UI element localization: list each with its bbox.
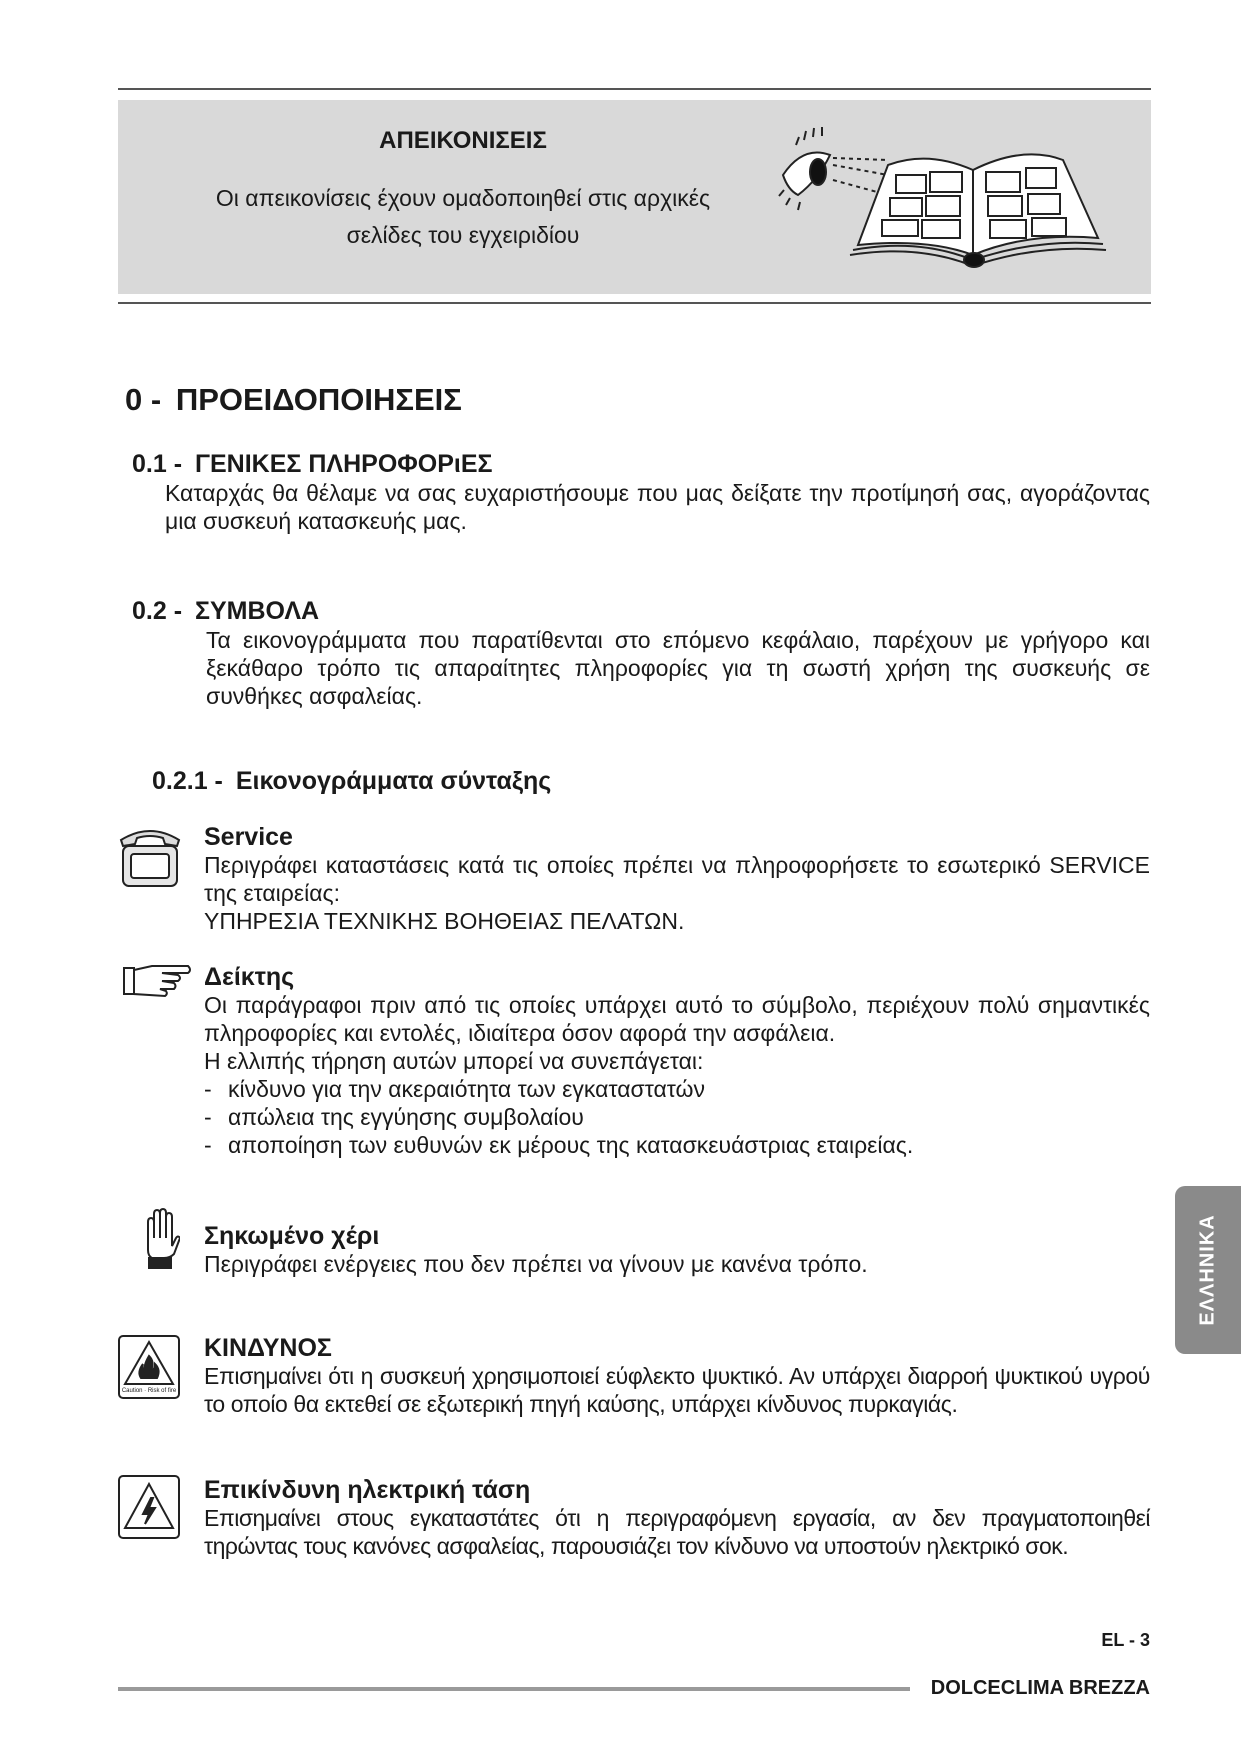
list-item: - κίνδυνο για την ακεραιότητα των εγκαταστατών [204,1076,705,1102]
service-text: Περιγράφει καταστάσεις κατά τις οποίες πρέπει να πληροφορήσετε το εσωτερικό SERVICE της εταιρείας: [204,852,1150,906]
list-item: - απώλεια της εγγύησης συμβολαίου [204,1104,584,1130]
pointer-title: Δείκτης [204,963,295,991]
banner-text: Οι απεικονίσεις έχουν ομαδοποιηθεί στις αρχικές σελίδες του εγχειριδίου [215,185,711,248]
section-02-text: Τα εικονογράμματα που παρατίθενται στο επόμενο κεφάλαιο, παρέχουν με γρήγορο και ξεκάθαρο τρόπο τις απαραίτητες πληροφορίες για τη σωστή χρήση της συσκευής σε συνθήκες ασφαλείας. [206,627,1150,709]
voltage-title: Επικίνδυνη ηλεκτρική τάση [204,1476,531,1504]
footer-bar [118,1687,910,1691]
danger-text: Επισημαίνει ότι η συσκευή χρησιμοποιεί εύφλεκτο ψυκτικό. Αν υπάρχει διαρροή ψυκτικού υγρού το οποίο θα εκτεθεί σε εξωτερική πηγή καύσης, υπάρχει κίνδυνος πυρκαγιάς. [204,1363,1150,1417]
service-title: Service [204,823,293,851]
telephone-icon [117,822,183,890]
section-02-number: 0.2 - [132,597,183,625]
section-02-title: ΣΥΜΒΟΛΑ [194,597,320,625]
list-item: - αποποίηση των ευθυνών εκ μέρους της κατασκευάστριας εταιρείας. [204,1132,914,1158]
pointing-hand-icon [122,962,192,998]
section-0-title: ΠΡΟΕΙΔΟΠΟΙΗΣΕΙΣ [175,382,462,417]
section-0-heading [125,382,462,418]
section-01-number: 0.1 - [132,450,183,478]
illustrations-banner [118,100,1151,294]
language-tab [1175,1186,1241,1354]
language-tab-label: ΕΛΛΗΝΙΚΑ [1196,1214,1219,1326]
section-021-heading [152,767,551,796]
section-01-title: ΓΕΝΙΚΕΣ ΠΛΗΡΟΦΟΡιΕΣ [194,450,493,478]
section-02-heading [132,597,319,626]
banner-title: ΑΠΕΙΚΟΝΙΣΕΙΣ [379,127,547,154]
hand-text: Περιγράφει ενέργειες που δεν πρέπει να γίνουν με κανένα τρόπο. [204,1251,868,1277]
pointer-text: Οι παράγραφοι πριν από τις οποίες υπάρχει αυτό το σύμβολο, περιέχουν πολύ σημαντικές πληροφορίες και εντολές, ιδιαίτερα όσον αφορά την ασφάλεια. [204,992,1150,1046]
section-0-number: 0 - [125,382,162,417]
service-subtext: ΥΠΗΡΕΣΙΑ ΤΕΧΝΙΚΗΣ ΒΟΗΘΕΙΑΣ ΠΕΛΑΤΩΝ. [204,908,685,934]
section-01-text: Καταρχάς θα θέλαμε να σας ευχαριστήσουμε που μας δείξατε την προτίμησή σας, αγοράζοντας μια συσκευή κατασκευής μας. [165,480,1150,534]
hand-title: Σηκωμένο χέρι [204,1222,380,1250]
pointer-intro: Η ελλιπής τήρηση αυτών μπορεί να συνεπάγεται: [204,1048,704,1074]
page-number: EL - 3 [1101,1630,1150,1650]
banner-bottom-rule [118,302,1151,304]
top-rule [118,88,1151,90]
electric-shock-icon [117,1474,181,1540]
section-021-title: Εικονογράμματα σύνταξης [235,767,552,795]
pointer-list [204,1075,1150,1159]
open-book-eye-icon [778,120,1118,270]
danger-title: ΚΙΝΔΥΝΟΣ [204,1334,332,1362]
fire-icon-caption: Caution · Risk of fire [121,1388,177,1394]
section-01-heading [132,450,493,479]
product-name: DOLCECLIMA BREZZA [930,1677,1150,1699]
section-021-number: 0.2.1 - [152,767,223,795]
raised-hand-icon [140,1208,180,1270]
voltage-text: Επισημαίνει στους εγκαταστάτες ότι η περιγραφόμενη εργασία, αν δεν πραγματοποιηθεί τηρώντας τους κανόνες ασφαλείας, παρουσιάζει τον κίνδυνο να υποστούν ηλεκτρικό σοκ. [204,1505,1150,1559]
